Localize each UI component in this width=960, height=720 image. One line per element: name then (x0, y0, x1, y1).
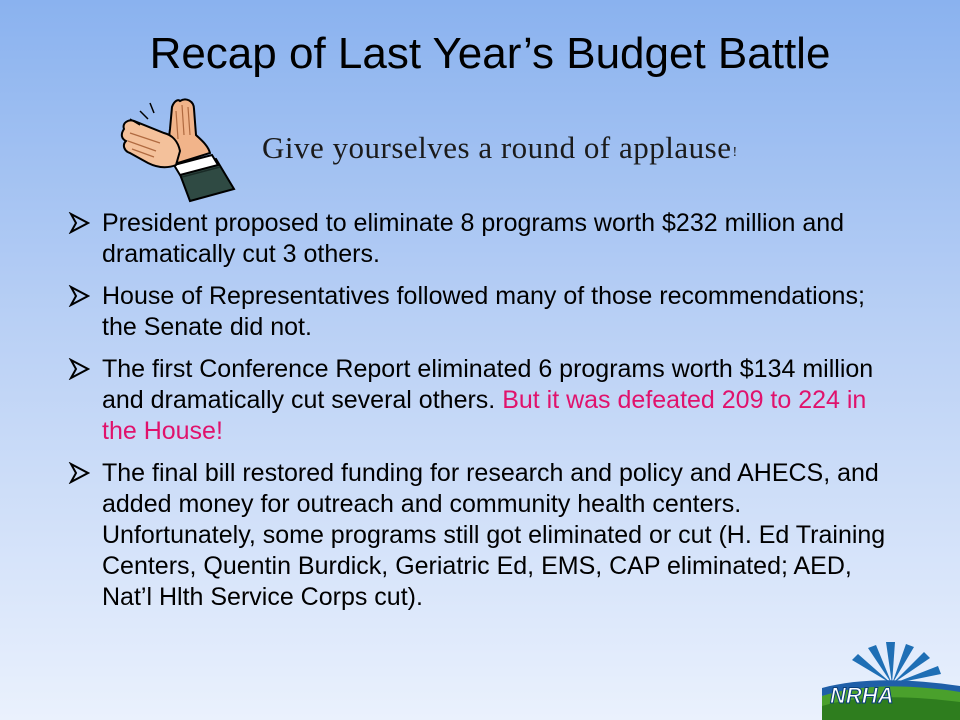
bullet-item (68, 458, 888, 613)
bullet-item (68, 281, 888, 343)
bullet-item (68, 208, 888, 270)
bullet-text: House of Representatives followed many of those recommendations; the Senate did not. (102, 282, 865, 341)
bullet-highlight: But it was defeated 209 to 224 in the House! (102, 386, 867, 445)
arrow-bullet-icon (68, 462, 90, 484)
applause-text: Give yourselves a round of applause (262, 130, 732, 165)
nrha-logo-icon (822, 640, 960, 720)
arrow-bullet-icon (68, 285, 90, 307)
bullet-text: The final bill restored funding for research and policy and AHECS, and added money for outreach and community health centers. Unfortunately, some programs still got eliminated or cut (H. Ed Training Centers, Quentin Burdick, Geriatric Ed, EMS, CAP eliminated; AED, Nat’l Hlth Service Corps cut). (102, 459, 886, 611)
bullet-text: The first Conference Report eliminated 6 programs worth $134 million and dramatically cut several others. (102, 355, 874, 414)
bullet-text: President proposed to eliminate 8 programs worth $232 million and dramatically cut 3 others. (102, 209, 845, 268)
logo-text: NRHA (830, 683, 894, 708)
bullet-list (68, 208, 888, 624)
applause-subtitle (262, 128, 738, 173)
arrow-bullet-icon (68, 212, 90, 234)
applause-mark: ! (732, 145, 738, 160)
slide-title: Recap of Last Year’s Budget Battle (149, 29, 831, 78)
bullet-item (68, 354, 888, 447)
arrow-bullet-icon (68, 358, 90, 380)
clapping-hands-icon (120, 95, 238, 203)
